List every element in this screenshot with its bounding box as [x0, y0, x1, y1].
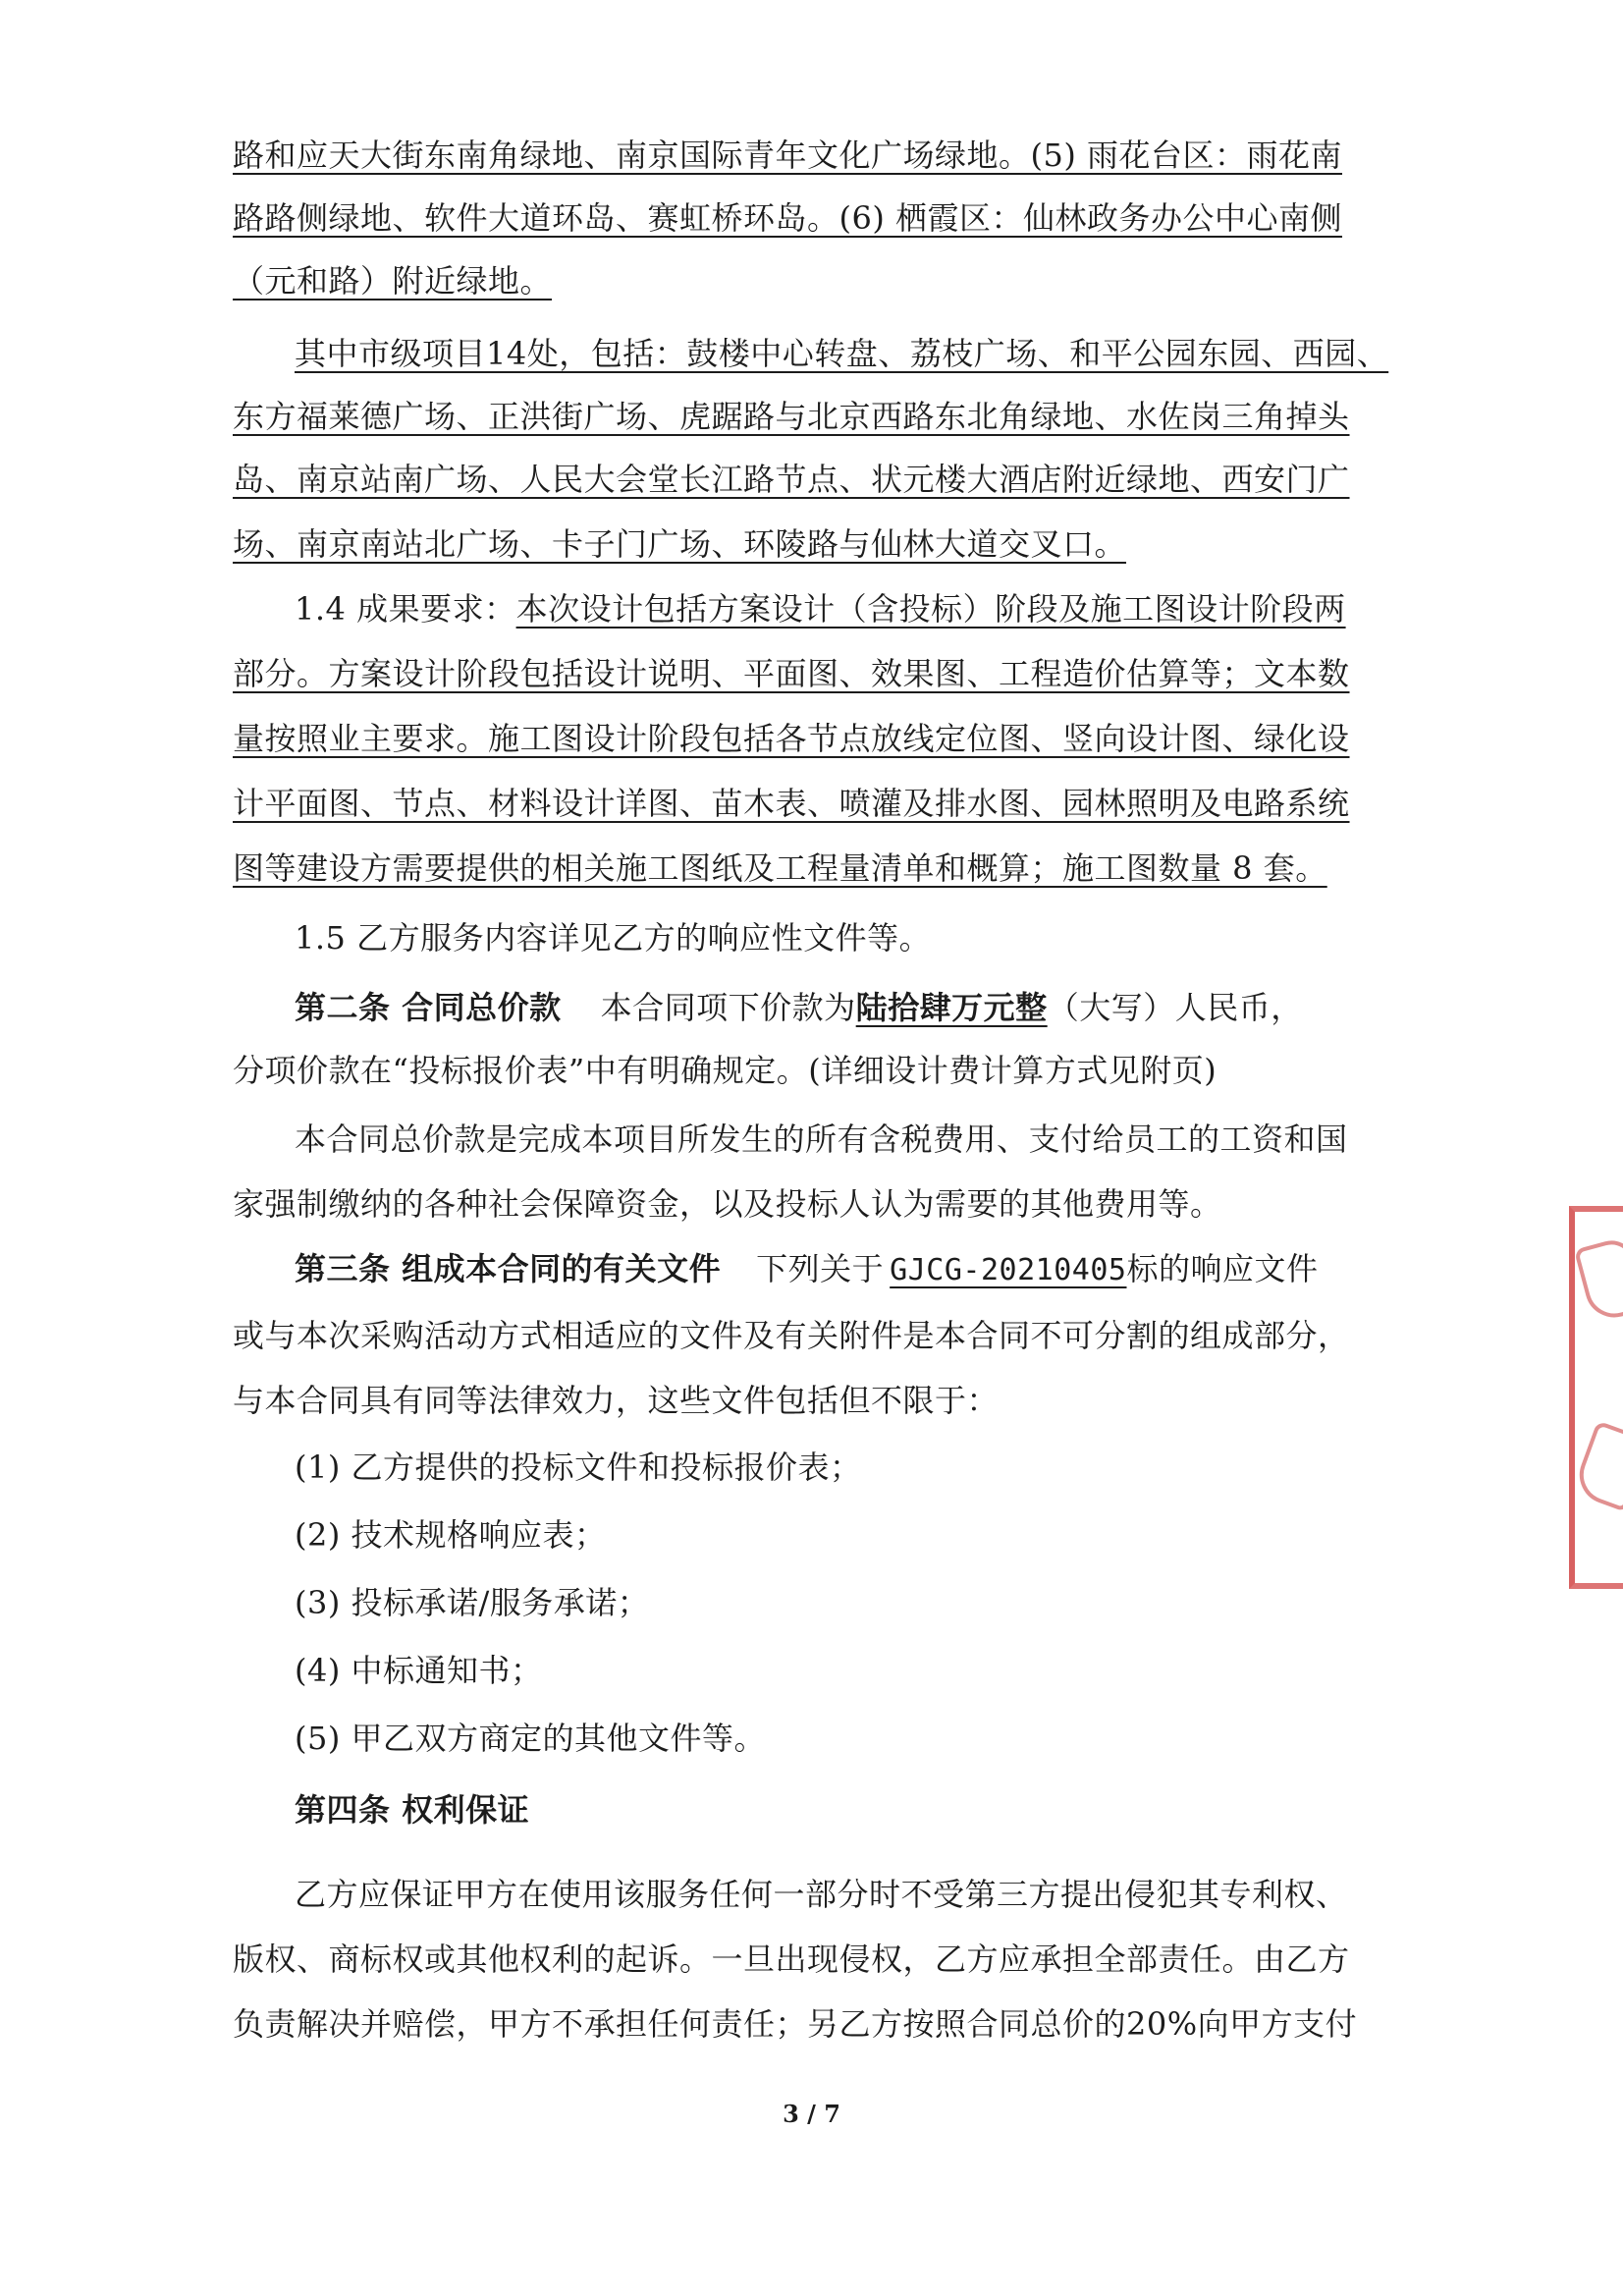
- section-1-4-label: 1.4 成果要求：: [295, 590, 516, 628]
- text-line-12: 图等建设方需要提供的相关施工图纸及工程量清单和概算；施工图数量 8 套。: [233, 849, 1327, 887]
- text-line-35: 版权、商标权或其他权利的起诉。一旦出现侵权，乙方应承担全部责任。由乙方: [233, 1941, 1350, 1978]
- contract-price-amount: 陆拾肆万元整: [855, 989, 1048, 1026]
- seal-mark-2: [1571, 1420, 1623, 1511]
- list-item-4: (4) 中标通知书；: [295, 1652, 543, 1689]
- article-3-text-a: 下列关于: [756, 1250, 885, 1287]
- list-item-2: (2) 技术规格响应表；: [295, 1516, 607, 1554]
- text-line-3: （元和路）附近绿地。: [233, 262, 553, 300]
- text-line-2: 路路侧绿地、软件大道环岛、赛虹桥环岛。(6) 栖霞区：仙林政务办公中心南侧: [233, 199, 1343, 237]
- text-line-27: 与本合同具有同等法律效力，这些文件包括但不限于：: [233, 1382, 1000, 1419]
- list-item-1: (1) 乙方提供的投标文件和投标报价表；: [295, 1449, 862, 1486]
- seal-stamp-edge: [1569, 1206, 1623, 1589]
- list-item-5: (5) 甲乙双方商定的其他文件等。: [295, 1720, 767, 1757]
- section-1-4-text: 本次设计包括方案设计（含投标）阶段及施工图设计阶段两: [515, 590, 1346, 628]
- text-line-20: 本合同总价款是完成本项目所发生的所有含税费用、支付给员工的工资和国: [295, 1121, 1348, 1158]
- text-line-36: 负责解决并赔偿，甲方不承担任何责任；另乙方按照合同总价的20%向甲方支付: [233, 2005, 1358, 2043]
- article-2-heading: 第二条 合同总价款: [295, 989, 562, 1026]
- text-line-1: 路和应天大街东南角绿地、南京国际青年文化广场绿地。(5) 雨花台区：雨花南: [233, 137, 1343, 174]
- text-line-4: 其中市级项目14处，包括：鼓楼中心转盘、荔枝广场、和平公园东园、西园、: [295, 335, 1389, 372]
- text-line-19: 分项价款在“投标报价表”中有明确规定。(详细设计费计算方式见附页): [233, 1052, 1217, 1089]
- section-1-4-line: [295, 589, 1424, 629]
- text-line-34: 乙方应保证甲方在使用该服务任何一部分时不受第三方提出侵犯其专利权、: [295, 1876, 1348, 1913]
- article-3-text-b: 标的响应文件: [1126, 1250, 1319, 1287]
- article-4-heading: 第四条 权利保证: [295, 1791, 530, 1829]
- text-line-11: 计平面图、节点、材料设计详图、苗木表、喷灌及排水图、园林照明及电路系统: [233, 785, 1350, 822]
- article-3-heading: 第三条 组成本合同的有关文件: [295, 1250, 722, 1287]
- text-line-7: 场、南京南站北广场、卡子门广场、环陵路与仙林大道交叉口。: [233, 525, 1127, 563]
- section-1-5: 1.5 乙方服务内容详见乙方的响应性文件等。: [295, 919, 932, 957]
- text-line-5: 东方福莱德广场、正洪街广场、虎踞路与北京西路东北角绿地、水佐岗三角掉头: [233, 398, 1350, 435]
- text-line-26: 或与本次采购活动方式相适应的文件及有关附件是本合同不可分割的组成部分，: [233, 1317, 1350, 1354]
- list-item-3: (3) 投标承诺/服务承诺；: [295, 1584, 650, 1621]
- article-2-text-b: （大写）人民币，: [1047, 989, 1303, 1026]
- page-number: 3 / 7: [783, 2100, 840, 2128]
- article-2-text-a: 本合同项下价款为: [600, 989, 856, 1026]
- seal-mark-1: [1574, 1235, 1623, 1324]
- text-line-21: 家强制缴纳的各种社会保障资金，以及投标人认为需要的其他费用等。: [233, 1185, 1222, 1223]
- text-line-9: 部分。方案设计阶段包括设计说明、平面图、效果图、工程造价估算等；文本数: [233, 655, 1350, 692]
- text-line-6: 岛、南京站南广场、人民大会堂长江路节点、状元楼大酒店附近绿地、西安门广: [233, 461, 1350, 498]
- article-2-line: [295, 988, 1424, 1027]
- text-line-10: 量按照业主要求。施工图设计阶段包括各节点放线定位图、竖向设计图、绿化设: [233, 720, 1350, 757]
- article-3-line: [295, 1249, 1424, 1290]
- tender-number: GJCG-20210405: [890, 1253, 1127, 1287]
